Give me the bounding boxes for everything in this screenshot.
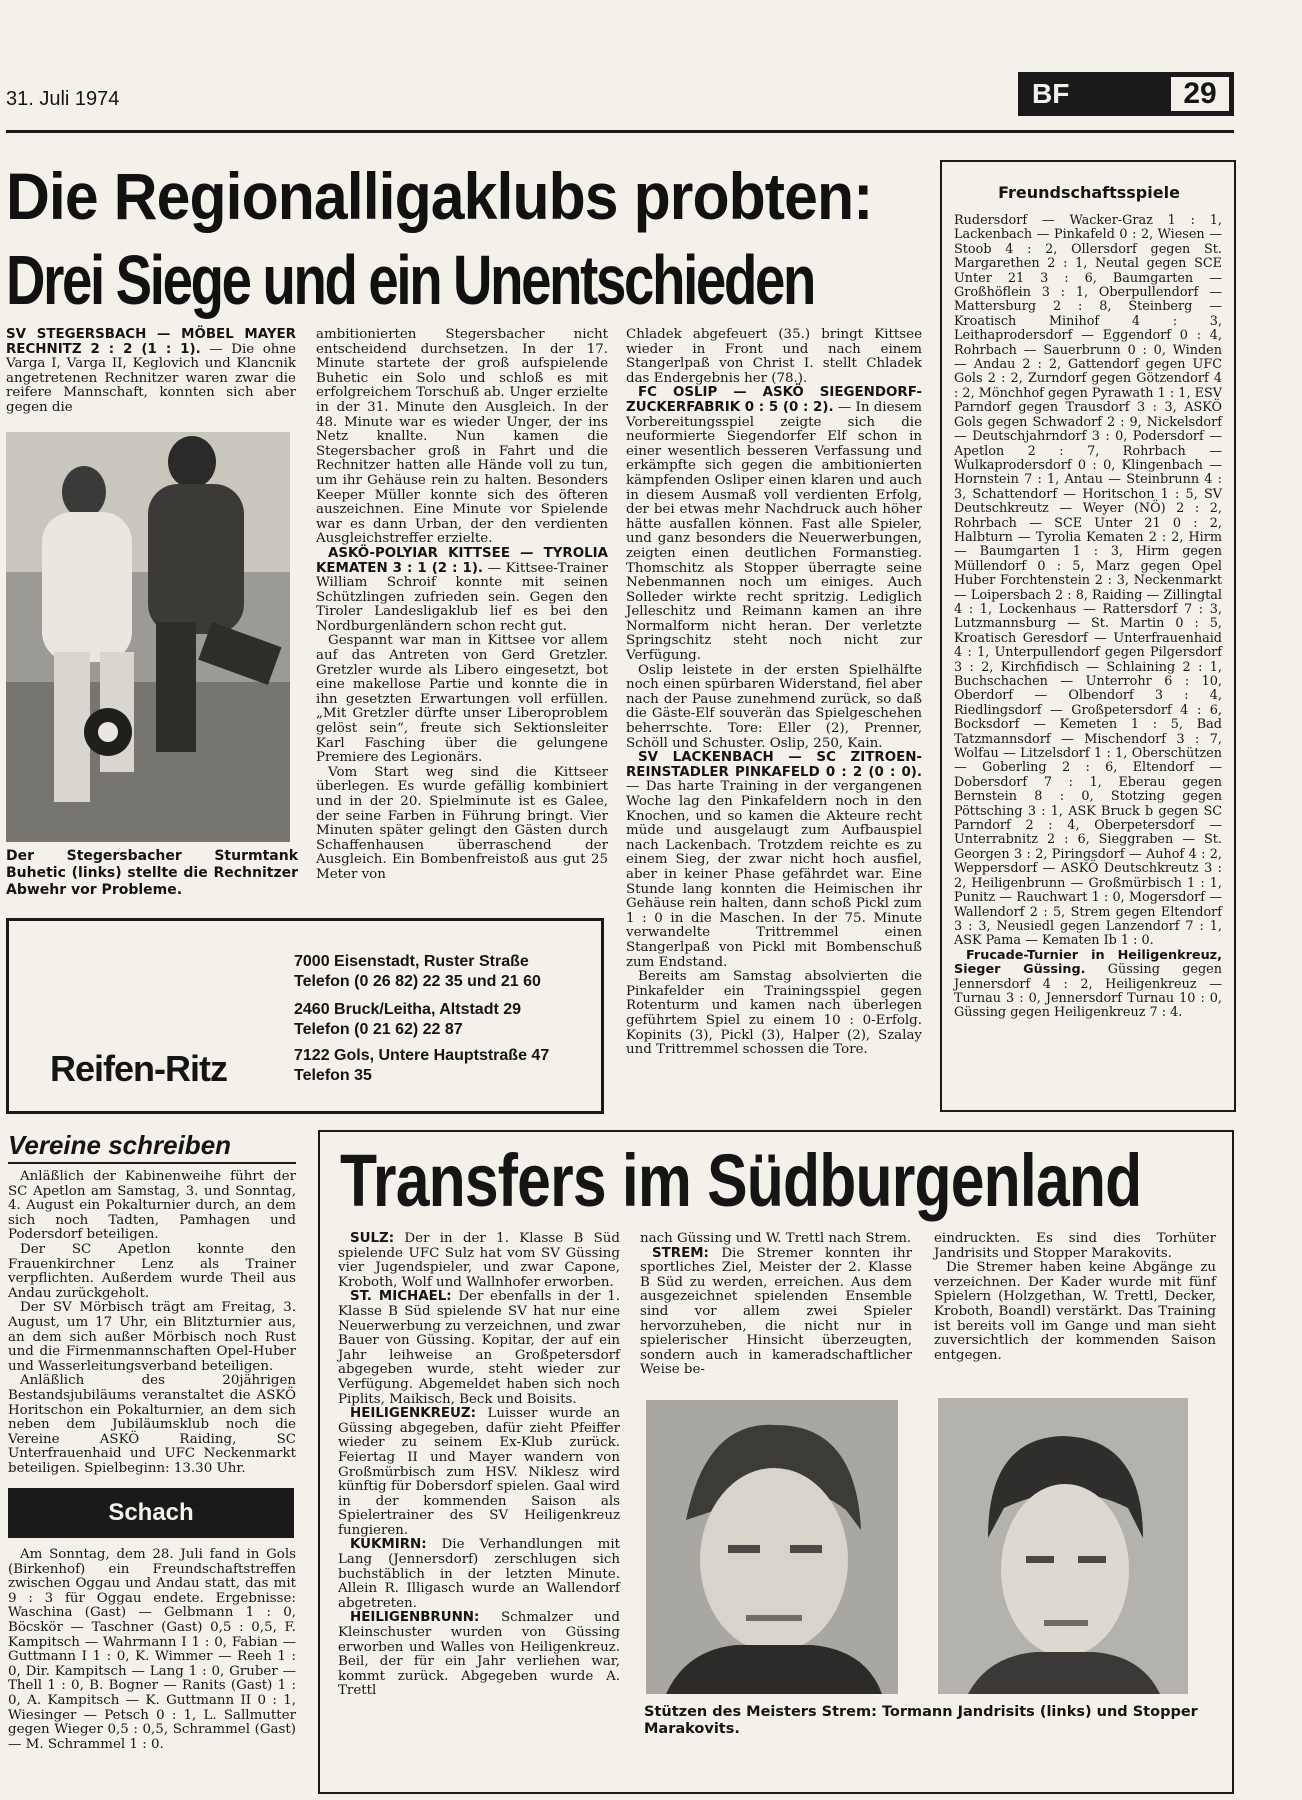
match-heading: FC OSLIP — ASKÖ SIEGENDORF-ZUCKERFABRIK 0 : 5 (0 : 2). — [626, 385, 922, 415]
issue-date: 31. Juli 1974 — [6, 88, 120, 110]
article-text: — Das harte Training in der vergangenen Woche lag den Pinkafeldern noch in den Knochen, und so kamen die Akteure recht müde und ausgelaugt zum Aufbauspiel nach Lackenbach. Trotzdem reichte es zu einem Sieg, der zwar nicht hoch ausfiel, aber in keiner Phase gefährdet war. Eine Stunde lang konnten die Heimischen ihr Gehäuse rein halten, dann schoß Pickl zum 1 : 0 in die Maschen. In der 75. Minute verwandelte Trittremmel einen Stangerlpaß von Pickl mit Bombenschuß zum Endstand. — [626, 779, 922, 970]
article-paragraph: Der SV Mörbisch trägt am Freitag, 3. August, um 17 Uhr, ein Blitzturnier aus, an dem sich außer Mörbisch noch Rust und die Firmenmannschaften Opel-Huber und Wasserleitungsverband beteiligen. — [8, 1300, 296, 1374]
article-text: Die Verhandlungen mit Lang (Jennersdorf) zerschlugen sich buchstäblich in der letzten Minute. Allein R. Illigasch wurde an Wallendorf abgetreten. — [338, 1537, 620, 1611]
page-number: 29 — [1168, 74, 1232, 114]
headline-line-1: Die Regionalligaklubs probten: — [6, 159, 873, 233]
article-paragraph: Vom Start weg sind die Kittseer überlegen. Es wurde gefällig kombiniert und in der 20. Spielminute ist es Galee, der seine Farben in Führung bringt. Vier Minuten später gelingt den Gästen durch Schaffenhausen überraschend der Ausgleich. Ein Bombenfreistoß aus gut 25 Meter von — [316, 764, 608, 882]
brand-logo: BF — [1032, 78, 1070, 109]
article-text: Luisser wurde an Güssing abgegeben, dafür zieht Pfeiffer wieder zu seinem Ex-Klub zurück. Feiertag II und Mayer wandern von Großmürbisch zum HSV. Niklesz wird künftig für Dobersdorf spielen. Gaal wird in der kommenden Saison als Spielertrainer des SV Heiligenkreuz fungieren. — [338, 1406, 620, 1538]
portrait-marakovits — [938, 1398, 1188, 1694]
article-column-2 — [316, 328, 608, 883]
club-heading: SULZ: — [350, 1231, 395, 1246]
article-paragraph: Bereits am Samstag absolvierten die Pinkafelder ein Trainingsspiel gegen Rotenturm und kamen nach überlegen geführtem Spiel zu einem 10 : 0-Erfolg. Kopinits (3), Pickl (3), Halper (2), Szalay und Trittremmel schossen die Tore. — [626, 969, 922, 1058]
article-paragraph: Gespannt war man in Kittsee vor allem auf das Antreten von Gerd Gretzler. Gretzler wurde als Libero eingesetzt, bot eine makellose Partie und konnte die in ihn gesetzten Erwartungen voll erfüllen. „Mit Gretzler dürfte unser Liberoproblem gelöst sein“, freute sich Sektionsleiter Karl Fasching über die gelungene Premiere des Legionärs. — [316, 633, 608, 766]
article-paragraph: ambitionierten Stegersbacher nicht entscheidend durchsetzen. In der 17. Minute startete der groß aufspielende Buhetic ein Solo und schloß es mit erfolgreichem Torschuß ab. Unger erzielte in der 31. Minute den Ausgleich. In der 48. Minute war es wieder Unger, der ins Netz knallte. Nun kamen die Stegersbacher groß in Fahrt und die Rechnitzer hatten alle Hände voll zu tun, um ihr Gehäuse rein zu halten. Besonders Keeper Müller konnte sich des öfteren auszeichnen. Eine Minute vor Spielende war es dann Urban, der den verdienten Ausgleichstreffer erzielte. — [316, 327, 608, 547]
transfers-headline: Transfers im Südburgenland — [340, 1139, 1142, 1222]
section-underline — [8, 1162, 296, 1164]
article-paragraph: Anläßlich der Kabinenweihe führt der SC Apetlon am Samstag, 3. und Sonntag, 4. August ein Pokalturnier durch, an dem sich noch Tadten, Pamhagen und Podersdorf beteiligen. — [8, 1169, 296, 1243]
club-heading: KUKMIRN: — [350, 1537, 427, 1553]
portraits-caption: Stützen des Meisters Strem: Tormann Jandrisits (links) und Stopper Marakovits. — [644, 1704, 1198, 1737]
portrait-illustration — [938, 1398, 1188, 1694]
portrait-jandrisits — [646, 1400, 898, 1694]
results-text: Rudersdorf — Wacker-Graz 1 : 1, Lackenbach — Pinkafeld 0 : 2, Wiesen — Stoob 4 : 2, Ollersdorf gegen St. Margarethen 2 : 1, Neutal gegen SCE Unter 21 3 : 6, Baumgarten — Großhöflein 3 : 1, Oberpullendorf — Mattersburg 2 : 8, Steinberg — Kroatisch Minihof 4 : 3, Leithaprodersdorf — Eggendorf 0 : 4, Rohrbach — Sauerbrunn 0 : 0, Winden — Andau 2 : 2, Gattendorf gegen UFC Gols 2 : 2, Zurndorf gegen Götzendorf 4 : 2, Mönchhof gegen Pyrawath 1 : 1, ESV Parndorf gegen Trausdorf 3 : 3, ASKÖ Gols gegen Schwadorf 2 : 9, Nickelsdorf — Deutschjahrndorf 3 : 0, Podersdorf — Apetlon 2 : 7, Rohrbach — Wulkaprodersdorf 0 : 0, Klingenbach — Hornstein 7 : 1, Antau — Steinbrunn 4 : 3, Schattendorf — Horitschon 1 : 5, SV Deutschkreutz — Weyer (NÖ) 2 : 2, Rohrbach — SCE Unter 21 0 : 2, Halbturn — Tyrolia Kematen 2 : 2, Hirm — Baumgarten 1 : 3, Hirm gegen Müllendorf 0 : 5, Marz gegen Opel Huber Forchtenstein 2 : 3, Neckenmarkt — Loipersbach 2 : 8, Raiding — Zillingtal 4 : 1, Lockenhaus — Rattersdorf 7 : 3, Lutzmannsburg — St. Martin 0 : 5, Kroatisch Geresdorf — Unterfrauenhaid 4 : 1, Unterpullendorf gegen Pilgersdorf 3 : 2, Kirchfidisch — Schlaining 2 : 1, Buchschachen — Unterrohr 6 : 10, Oberdorf — Olbendorf 3 : 4, Riedlingsdorf — Großpetersdorf 4 : 6, Bocksdorf — Kemeten 1 : 5, Bad Tatzmannsdorf — Mischendorf 3 : 7, Wolfau — Litzelsdorf 1 : 1, Oberschützen — Goberling 2 : 6, Eltendorf — Dobersdorf 7 : 1, Eberau gegen Bernstein 8 : 0, Stotzing gegen Pöttsching 3 : 1, ASK Bruck b gegen SC Parndorf 2 : 4, Oberpetersdorf — Unterrabnitz 2 : 6, Sieggraben — St. Georgen 3 : 2, Piringsdorf — Auhof 4 : 2, Weppersdorf — ASKÖ Deutschkreutz 3 : 2, Heiligenbrunn — Großmürbisch 1 : 1, Punitz — Rauchwart 1 : 0, Mogersdorf — Wallendorf 2 : 5, Strem gegen Eltendorf 3 : 3, Neusiedl gegen Lanzendorf 7 : 1, ASK Pama — Kematen Ib 1 : 0. — [954, 213, 1222, 949]
sidebar-title: Freundschaftsspiele — [998, 183, 1180, 202]
article-paragraph: Chladek abgefeuert (35.) bringt Kittsee wieder in Front und nach einem Stangerlpaß von Christ I. stellt Chladek das Endergebnis her (78.). — [626, 327, 922, 386]
header-rule — [6, 130, 1234, 133]
ad-brand-name: Reifen-Ritz — [50, 1048, 227, 1089]
ad-address-1: 7000 Eisenstadt, Ruster Straße — [294, 953, 529, 970]
article-paragraph: Am Sonntag, dem 28. Juli fand in Gols (Birkenhof) ein Freundschaftstreffen zwischen Oggau und Andau statt, das mit 9 : 3 für Oggau endete. Ergebnisse: Waschina (Gast) — Gelbmann 1 : 0, Böcskör — Taschner (Gast) 0,5 : 0,5, F. Kampitsch — Wahrmann I 1 : 0, Fabian — Guttmann I 1 : 0, K. Wimmer — Reeh 1 : 0, Dir. Kampitsch — Lang 1 : 0, Gruber — Thell 1 : 0, B. Bogner — Ranits (Gast) 1 : 0, A. Kampitsch — K. Guttmann II 0 : 1, Wiesinger — Petsch 0 : 1, L. Sallmutter gegen Wieger 0,5 : 0,5, Schrammel (Gast) — M. Schrammel 1 : 0. — [8, 1547, 296, 1752]
article-paragraph: Die Stremer haben keine Abgänge zu verzeichnen. Der Kader wurde mit fünf Spielern (Holzgethan, W. Trettl, Decker, Kroboth, Boandl) verstärkt. Das Training ist bereits voll im Gange und man sieht zuversichtlich der kommenden Saison entgegen. — [934, 1260, 1216, 1363]
transfers-column-2 — [640, 1232, 912, 1378]
vereine-column — [8, 1170, 296, 1476]
article-paragraph: eindruckten. Es sind dies Torhüter Jandrisits und Stopper Marakovits. — [934, 1231, 1216, 1261]
ad-address-3: 7122 Gols, Untere Hauptstraße 47 — [294, 1047, 550, 1064]
match-heading: SV LACKENBACH — SC ZITROEN-REINSTADLER PINKAFELD 0 : 2 (0 : 0). — [626, 750, 922, 780]
club-heading: STREM: — [652, 1245, 709, 1261]
ad-phone-2: Telefon (0 21 62) 22 87 — [294, 1021, 463, 1038]
club-heading: HEILIGENKREUZ: — [350, 1406, 476, 1422]
football-photo-illustration — [6, 432, 290, 842]
article-paragraph: Anläßlich des 20jährigen Bestandsjubiläums veranstaltet die ASKÖ Horitschon ein Pokalturnier, an dem sich neben dem Jubiläumsklub noch die Vereine ASKÖ Raiding, SC Unterfrauenhaid und UFC Neckenmarkt beteiligen. Spielbeginn: 13.30 Uhr. — [8, 1373, 296, 1476]
article-text: Die Stremer konnten ihr sportliches Ziel, Meister der 2. Klasse B Süd zu werden, erreichen. Aus dem ausgezeichnet spielenden Ensemble sind vor allem zwei Spieler hervorzuheben, die nicht nur in spielerischer Hinsicht überzeugten, sondern auch in kameradschaftlicher Weise be- — [640, 1245, 912, 1378]
ad-phone-3: Telefon 35 — [294, 1067, 372, 1084]
ad-address-2: 2460 Bruck/Leitha, Altstadt 29 — [294, 1001, 522, 1018]
article-paragraph: Der SC Apetlon konnte den Frauenkirchner Lenz als Trainer verpflichten. Außerdem wurde Theil aus Andau zurückgeholt. — [8, 1241, 296, 1301]
tournament-heading: Frucade-Turnier in Heiligenkreuz, Sieger Güssing. — [954, 947, 1222, 978]
transfers-column-1 — [338, 1232, 620, 1699]
article-column-1 — [6, 328, 296, 416]
results-text: Güssing gegen Jennersdorf 4 : 2, Heiligenkreuz — Turnau 3 : 0, Jennersdorf Turnau 10 : 0, Güssing gegen Heiligenkreuz 7 : 4. — [954, 962, 1222, 1021]
headline-line-2: Drei Siege und ein Unentschieden — [6, 241, 815, 319]
article-text: Schmalzer und Kleinschuster wurden von Güssing erworben und Walles von Heiligenkreuz. Beil, der für ein Jahr verliehen war, kommt zurück. Abgegeben wurde A. Trettl — [338, 1610, 620, 1699]
section-title-vereine: Vereine schreiben — [8, 1130, 232, 1160]
article-text: — Die ohne Varga I, Varga II, Keglovich und Klancnik angetretenen Rechnitzer waren zwar die reifere Mannschaft, konnten sich aber gegen die — [6, 341, 296, 415]
article-text: Der ebenfalls in der 1. Klasse B Süd spielende SV hat nur eine Neuerwerbung zu verzeichnen, und zwar Bauer von Güssing. Kopitar, der auf ein Jahr leihweise an Großpetersdorf abgegeben wurde, steht wieder zur Verfügung. Abgemeldet haben sich noch Piplits, Maikisch, Beck und Boisits. — [338, 1289, 621, 1407]
club-heading: HEILIGENBRUNN: — [350, 1610, 480, 1626]
ad-phone-1: Telefon (0 26 82) 22 35 und 21 60 — [294, 973, 541, 990]
transfers-column-3 — [934, 1232, 1216, 1363]
match-heading: ASKÖ-POLYIAR KITTSEE — TYROLIA KEMATEN 3 : 1 (2 : 1). — [316, 545, 608, 576]
article-text: Der in der 1. Klasse B Süd spielende UFC Sulz hat vom SV Güssing vier Jugendspieler, und zwar Capone, Kroboth, Wolf und Wallnhofer erworben. — [338, 1231, 620, 1290]
article-text: — In diesem Vorbereitungsspiel zeigte sich die neuformierte Siegendorfer Elf schon in einer wesentlich besseren Verfassung und erkämpfte sich gegen die ambitionierten kämpfenden Osliper einen klaren und auch in diesem Ausmaß voll verdienten Erfolg, der bei etwas mehr Nachdruck auch höher hätte ausfallen können. Fast alle Spieler, und ganz besonders die Neuerwerbungen, zeigten einen deutlichen Formanstieg. Thomschitz als Stopper überragte seine Nebenmannen noch um einiges. Auch Solleder wirkte recht spritzig. Lediglich Jelleschitz und Reimann kamen an ihre Normalform nicht heran. Der verletzte Springschitz steht noch nicht zur Verfügung. — [626, 399, 923, 664]
article-paragraph: nach Güssing und W. Trettl nach Strem. — [640, 1231, 912, 1246]
article-paragraph: Oslip leistete in der ersten Spielhälfte noch einen spürbaren Widerstand, fiel aber nach der Pause zunehmend zurück, so daß die Gäste-Elf souverän das Spielgeschehen beherrschte. Tore: Eller (2), Prenner, Schöll und Schuster. Oslip, 250, Kain. — [626, 662, 922, 751]
sidebar-results — [954, 214, 1222, 1021]
portrait-illustration — [646, 1400, 898, 1694]
section-title-schach: Schach — [8, 1488, 294, 1538]
club-heading: ST. MICHAEL: — [350, 1289, 452, 1305]
schach-column — [8, 1548, 296, 1752]
match-heading: SV STEGERSBACH — MÖBEL MAYER RECHNITZ 2 : 2 (1 : 1). — [6, 327, 296, 357]
photo-caption: Der Stegersbacher Sturmtank Buhetic (links) stellte die Rechnitzer Abwehr vor Probleme. — [6, 848, 298, 898]
match-photo — [6, 432, 290, 842]
article-text: — Kittsee-Trainer William Schroif konnte mit seinen Schützlingen zufrieden sein. Gegen den Tiroler Landesligaklub lief es bei den Nordburgenländern schon recht gut. — [316, 560, 609, 634]
article-column-3 — [626, 328, 922, 1058]
